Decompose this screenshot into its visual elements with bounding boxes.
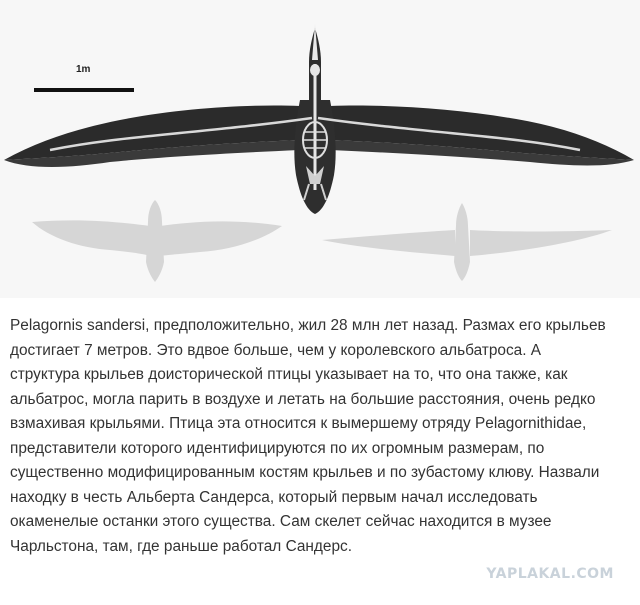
caption-line: альбатрос, могла парить в воздухе и летать на большие расстояния, очень редко: [10, 390, 596, 408]
caption-line: структура крыльев доисторической птицы указывает на то, что она также, как: [10, 366, 568, 383]
article-caption: [10, 314, 632, 559]
caption-line: окаменелые останки этого существа. Сам скелет сейчас находится в музее: [10, 513, 552, 530]
caption-line: представители которого идентифицируются по их огромным размерам, по: [10, 439, 545, 457]
caption-line: взмахивая крыльями. Птица эта относится к вымершему отряду Pelagornithidae,: [10, 415, 587, 432]
site-watermark: YAPLAKAL.COM: [486, 566, 614, 582]
caption-line: Pelagornis sandersi, предположительно, жил 28 млн лет назад. Размах его крыльев: [10, 317, 606, 334]
albatross-silhouette: [322, 203, 612, 281]
wingspan-illustration: [0, 0, 640, 298]
caption-line: существенно модифицированным костям крыльев и по зубастому клюву. Назвали: [10, 464, 600, 481]
scale-bar-label: 1m: [76, 64, 91, 75]
caption-line: находку в честь Альберта Сандерса, который первым начал исследовать: [10, 488, 538, 506]
pelagornis-silhouette: [4, 24, 634, 214]
caption-line: достигает 7 метров. Это вдвое больше, чем у королевского альбатроса. А: [10, 341, 542, 359]
scale-bar: [34, 88, 134, 92]
condor-silhouette: [32, 200, 282, 282]
caption-line: Чарльстона, там, где раньше работал Сандерс.: [10, 537, 352, 555]
bird-comparison-figure: [0, 0, 640, 298]
